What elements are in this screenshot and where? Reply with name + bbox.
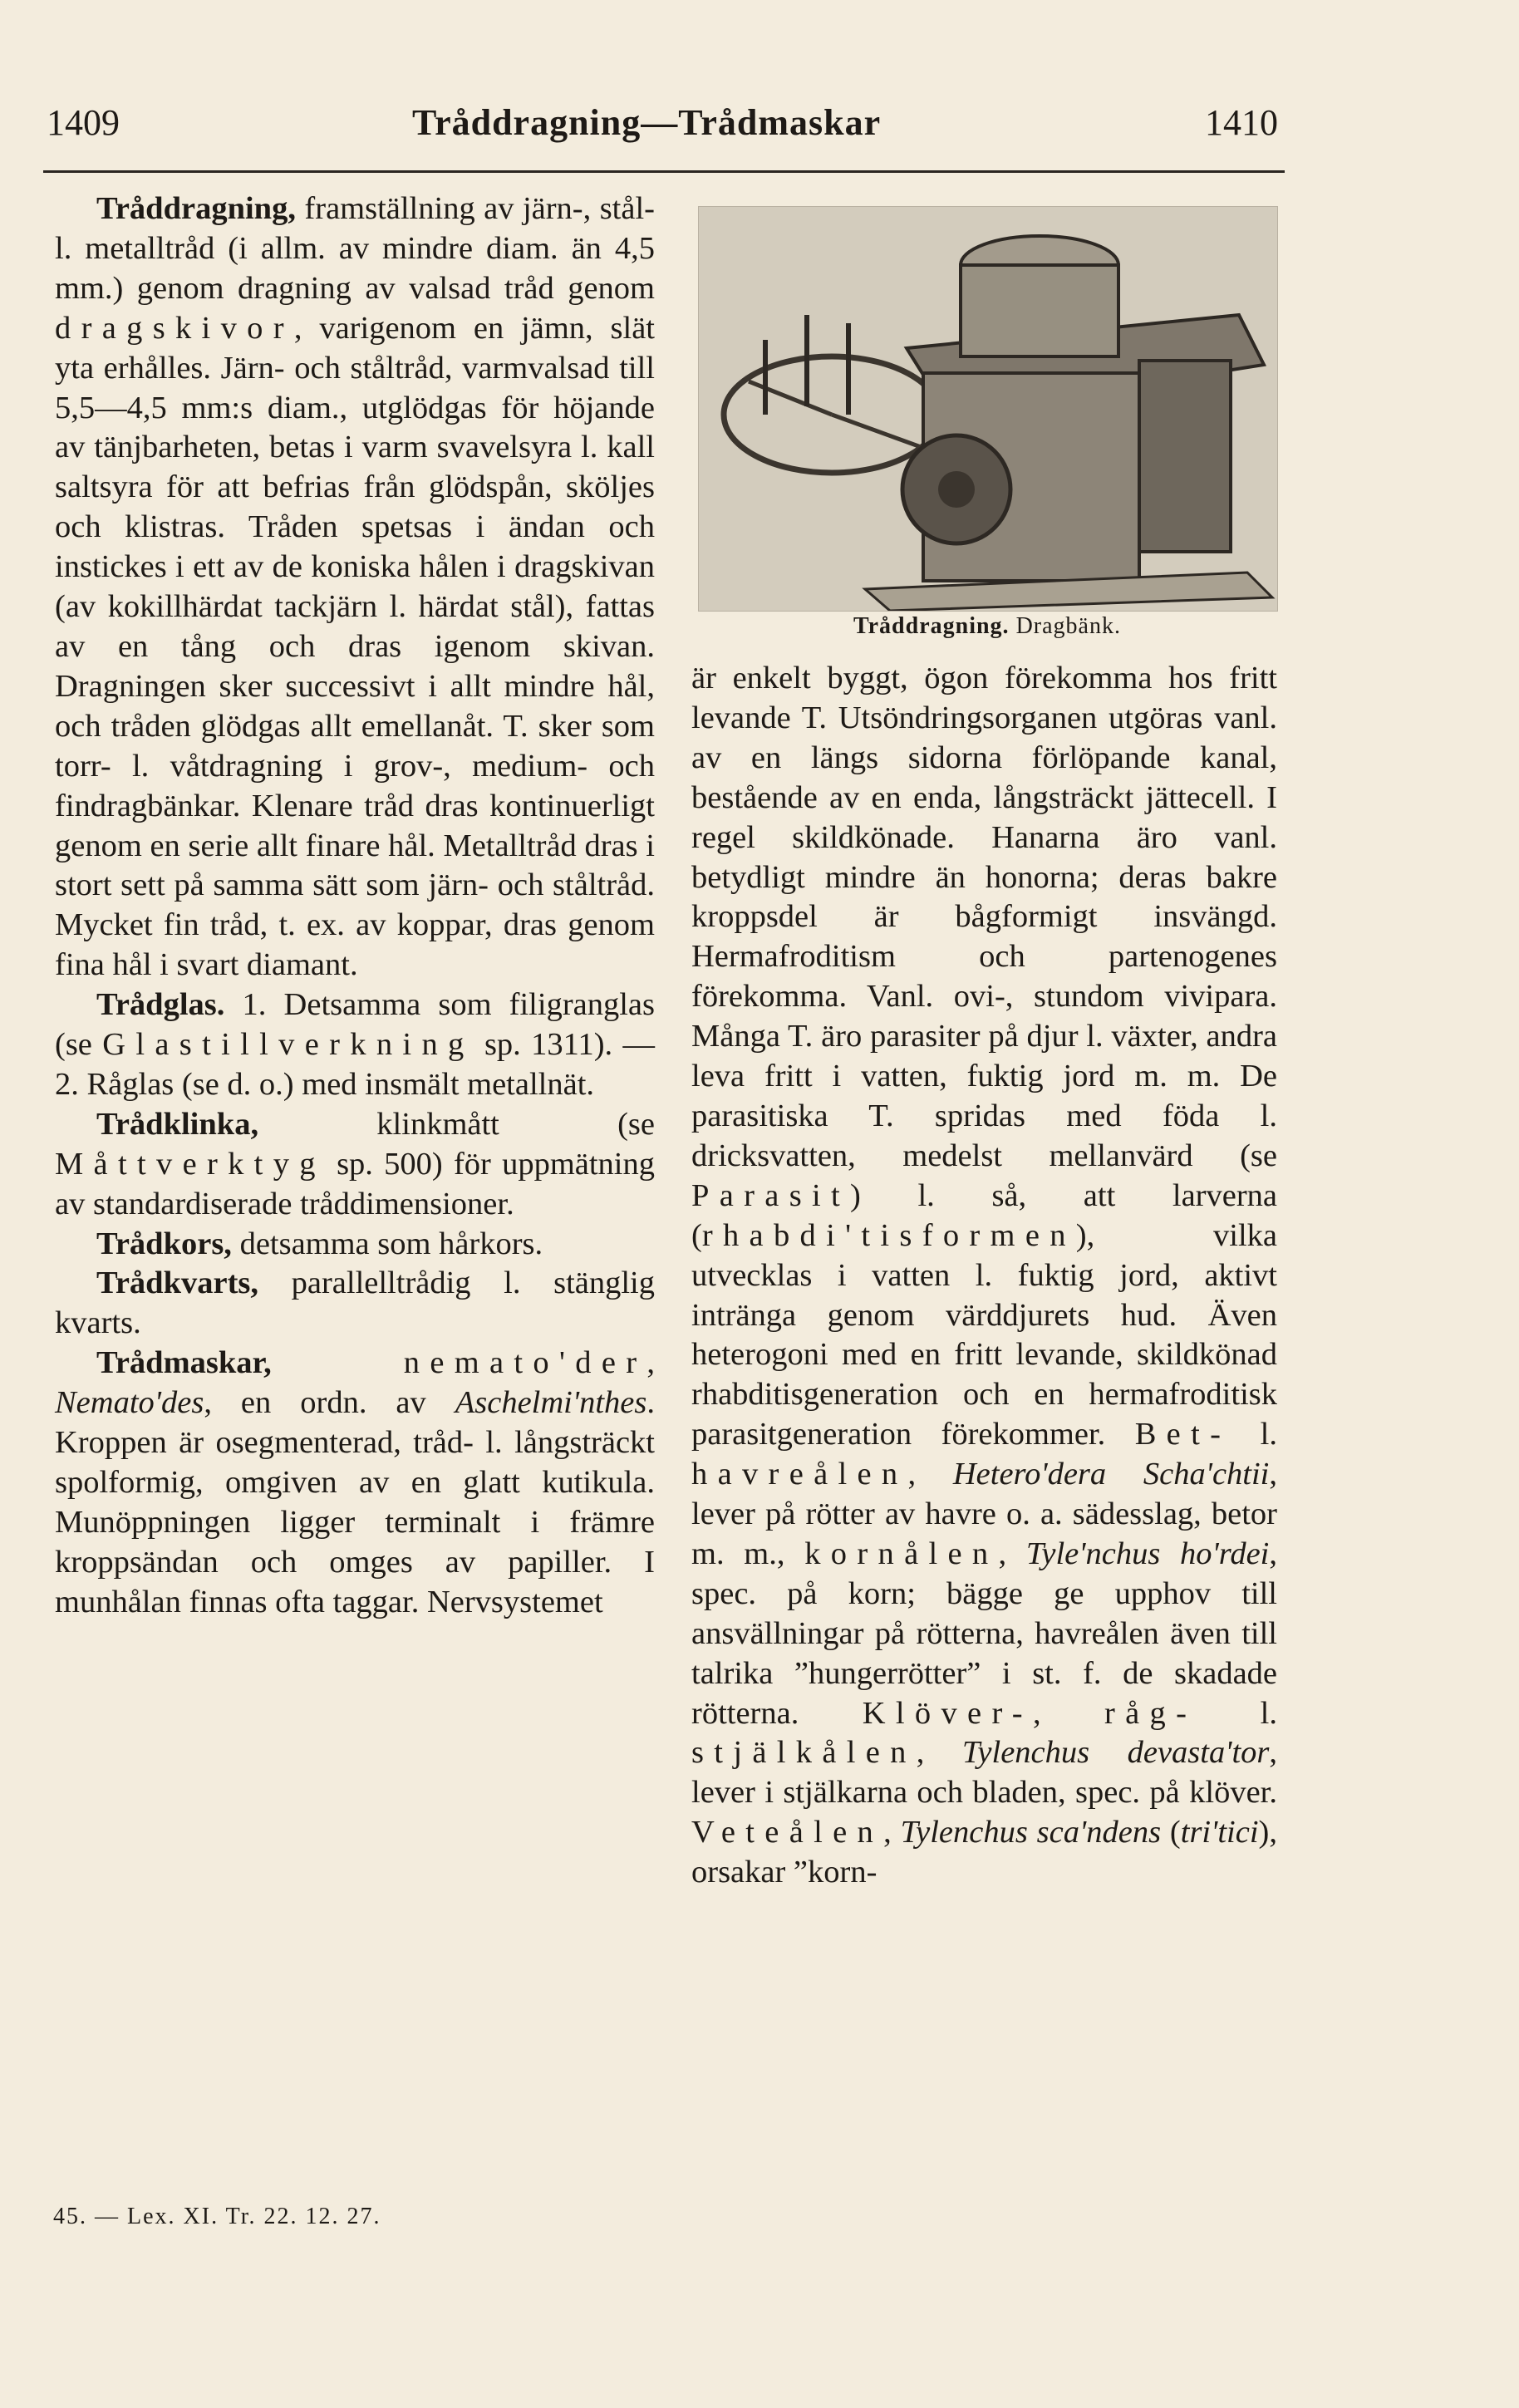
latin-name: Aschelmi'nthes [455,1385,647,1421]
dragbank-machine-illustration [699,207,1277,611]
latin-name: Tylenchus sca'ndens [900,1815,1162,1850]
machine-side [1139,361,1231,552]
entry-text: , lever på rötter av havre o. a. sädesslag, betor m. m., [691,1457,1277,1571]
spaced-term: Måttverktyg [55,1146,326,1182]
entry-text: , spec. på korn; bägge ge upphov till ansvällningar på rötterna, havreålen även till talrika ”hungerrötter” i st. f. de skadade rötterna. [691,1536,1277,1731]
entry-text: sp. 500) för uppmätning av standardiserade tråddimensioner. [55,1146,655,1221]
header-rule [43,170,1285,173]
latin-name: tri'tici [1180,1815,1259,1850]
entry-text: , [646,1345,655,1381]
page-footer: 45. — Lex. XI. Tr. 22. 12. 27. [53,2204,381,2229]
entry-text: , [907,1457,953,1492]
drawing-drum [961,265,1118,356]
page-number-right: 1410 [1205,102,1278,143]
spaced-term: Bet- [1134,1417,1231,1452]
entry-tradkors [55,1225,655,1265]
header-title: Tråddragning—Trådmaskar [412,102,882,143]
entry-text: ), vilka utvecklas i vatten l. fuktig jord, aktivt intränga genom värddjurets hud. Även heterogoni med en fritt levande, skildkönad rhabditisgeneration och en hermafroditisk parasitgeneration förekommer. [691,1217,1277,1452]
right-column [691,659,1277,1893]
page-number-left: 1409 [47,102,120,143]
entry-tradglas [55,985,655,1105]
spaced-term: dragskivor [55,310,294,346]
entry-text: , [998,1536,1026,1571]
entry-text: ) l. så, att larverna ( [691,1177,1277,1253]
spaced-term: Veteålen [691,1815,884,1850]
entry-text: klinkmått (se [258,1106,655,1142]
entry-text: , en ordn. av [204,1385,455,1421]
gear-hub [938,471,975,508]
spaced-term: stjälkålen [691,1735,917,1771]
caption-headword: Tråddragning. [853,613,1010,639]
headword: Trådmaskar, [96,1345,272,1381]
spaced-term: havreålen [691,1457,908,1492]
entry-text: parallelltrådig l. stänglig kvarts. [55,1265,655,1341]
entry-text: . Kroppen är osegmenterad, tråd- l. långsträckt spolformig, omgiven av en glatt kutikula. Munöppningen ligger terminalt i främre kroppsändan och omges av papiller. I munhålan finnas ofta taggar. Nervsystemet [55,1385,655,1619]
left-column [55,189,655,1623]
entry-tradmaskar [55,1344,655,1622]
entry-text: 1. Detsamma som filigranglas (se [55,987,655,1063]
headword: Trådkvarts, [96,1265,259,1301]
spaced-term: rhabdi'tisformen [701,1217,1076,1253]
entry-text: , varigenom en jämn, slät yta erhålles. Järn- och ståltråd, varmvalsad till 5,5—4,5 mm:s diam., utglödgas för höjande av tänjbarheten, betas i varm svavelsyra l. kall saltsyra för att befrias från glödspån, sköljes och klistras. Tråden spetsas i ändan och instickes i ett av de koniska hålen i dragskivan (av kokillhärdat tackjärn l. härdat stål), fattas av en tång och dras igenom skivan. Dragningen sker successivt i allt mindre hål, och tråden glödgas allt emellanåt. T. sker som torr- l. våtdragning i grov-, medium- och findragbänkar. Klenare tråd dras kontinuerligt genom en serie allt finare hål. Metalltråd dras i stort sett på samma sätt som järn- och ståltråd. Mycket fin tråd, t. ex. av koppar, dras genom fina hål i svart diamant. [55,310,655,983]
latin-name: Nemato'des [55,1385,204,1421]
entry-text: , [883,1815,901,1850]
latin-name: Tylenchus devasta'tor [961,1735,1270,1771]
entry-text: sp. 1311). — 2. Råglas (se d. o.) med insmält metallnät. [55,1027,655,1102]
headword: Tråddragning, [96,191,296,226]
headword: Trådglas. [96,987,225,1023]
entry-text: , [1032,1695,1104,1731]
entry-text: l. [1231,1417,1277,1452]
headword: Trådkors, [96,1226,232,1261]
entry-text: ( [1161,1815,1181,1850]
latin-name: Hetero'dera Scha'chtii [952,1457,1270,1492]
entry-traddragning [55,189,655,985]
spaced-term: Parasit [691,1177,851,1213]
entry-text: l. [1197,1695,1277,1731]
entry-text: framställning av järn-, stål- l. metalltråd (i allm. av mindre diam. än 4,5 mm.) genom dragning av valsad tråd genom [55,191,655,306]
entry-text: , lever i stjälkarna och bladen, spec. på klöver. [691,1735,1277,1811]
entry-tradmaskar-continued [691,659,1277,1893]
running-header [0,101,1519,151]
entry-text: ), orsakar ”korn- [691,1815,1277,1890]
spaced-term: nemato'der [271,1345,647,1381]
spaced-term: kornålen [804,1536,999,1571]
spaced-term: Klöver- [862,1695,1033,1731]
entry-text: , [916,1735,962,1771]
headword: Trådklinka, [96,1106,259,1142]
latin-name: Tyle'nchus ho'rdei [1025,1536,1270,1571]
entry-text: är enkelt byggt, ögon förekomma hos fritt levande T. Utsöndringsorganen utgöras vanl. av en längs sidorna förlöpande kanal, bestående av en enda, långsträckt jättecell. I regel skildkönade. Hanarna äro vanl. betydligt mindre än honorna; deras bakre kroppsdel är bågformigt insvängd. Hermafroditism och partenogenes förekomma. Vanl. ovi-, stundom vivipara. Många T. äro parasiter på djur l. växter, andra leva fritt i vatten, fuktig jord m. m. De parasitiska T. spridas med föda l. dricksvatten, medelst mellanvärd (se [691,661,1277,1173]
spaced-term: råg- [1104,1695,1197,1731]
entry-tradklinka [55,1105,655,1225]
entry-tradkvarts [55,1264,655,1344]
entry-text: detsamma som hårkors. [231,1226,543,1261]
figure-dragbank-photo [698,206,1278,612]
figure-caption [698,613,1276,640]
spaced-term: Glastillverkning [102,1027,474,1063]
caption-text: Dragbänk. [1009,613,1121,639]
